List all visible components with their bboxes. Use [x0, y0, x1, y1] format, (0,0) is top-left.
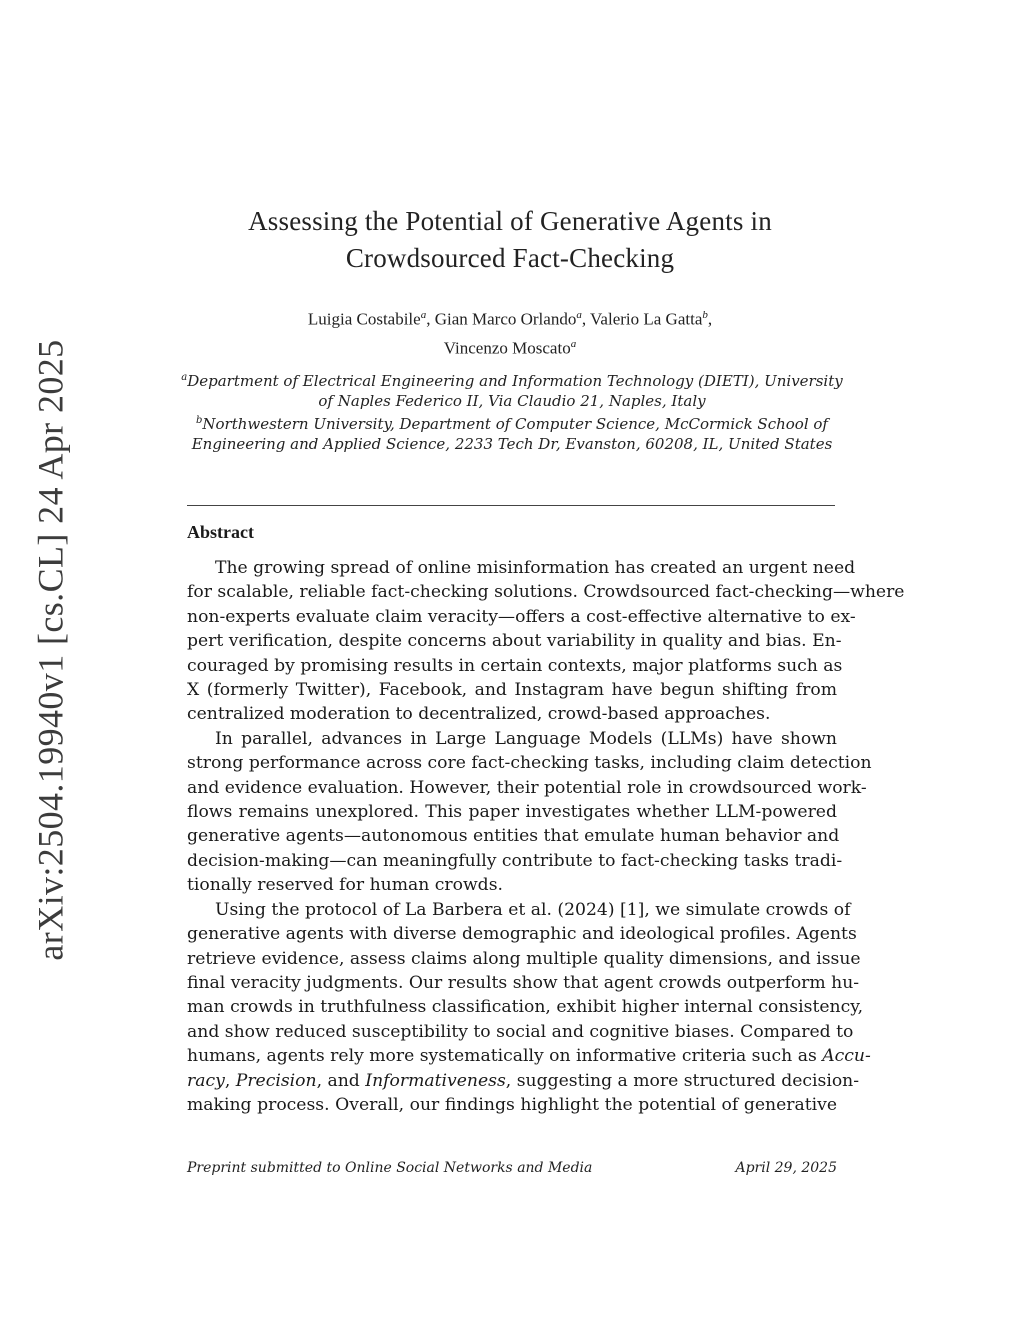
- abstract-line: decision-making—can meaningfully contribute to fact-checking tasks tradi-: [187, 850, 843, 871]
- abstract-line: centralized moderation to decentralized, crowd-based approaches.: [187, 704, 771, 725]
- abstract-line: retrieve evidence, assess claims along multiple quality dimensions, and issue: [187, 948, 861, 969]
- abstract-line: and evidence evaluation. However, their potential role in crowdsourced work-: [187, 777, 867, 798]
- abstract-line: making process. Overall, our findings highlight the potential of generative: [187, 1094, 837, 1115]
- affiliation-b-line-2: Engineering and Applied Science, 2233 Tech Dr, Evanston, 60208, IL, United States: [191, 435, 833, 453]
- author-name: Valerio La Gatta: [590, 309, 703, 329]
- abstract-emphasis: Informativeness: [365, 1070, 506, 1091]
- author-affiliation-mark: a: [570, 337, 577, 350]
- footer-date: April 29, 2025: [735, 1160, 837, 1176]
- abstract-line: man crowds in truthfulness classification, exhibit higher internal consistency,: [187, 997, 864, 1018]
- section-divider: [187, 505, 835, 506]
- abstract-line: generative agents with diverse demographic and ideological profiles. Agents: [187, 924, 857, 945]
- affiliation-text: Department of Electrical Engineering and Information Technology (DIETI), University: [187, 372, 843, 390]
- abstract-heading: Abstract: [187, 522, 254, 542]
- abstract-line: [187, 1044, 871, 1068]
- page-footer: [187, 1160, 837, 1176]
- abstract-line: for scalable, reliable fact-checking solutions. Crowdsourced fact-checking—where: [187, 582, 905, 603]
- abstract-line: and show reduced susceptibility to social and cognitive biases. Compared to: [187, 1021, 854, 1042]
- footer-submission-note: Preprint submitted to Online Social Networks and Media: [187, 1160, 593, 1176]
- abstract-line: generative agents—autonomous entities that emulate human behavior and: [187, 826, 840, 847]
- paper-title: [120, 203, 900, 277]
- arxiv-side-stamp: [28, 339, 74, 961]
- author-affiliation-mark: b: [702, 309, 708, 321]
- abstract-text: , and: [316, 1070, 366, 1091]
- abstract-line: The growing spread of online misinformation has created an urgent need: [215, 558, 856, 578]
- affiliations: [150, 368, 874, 454]
- abstract-text: ,: [224, 1070, 236, 1091]
- affiliation-a-line-1: [150, 368, 874, 391]
- title-line-2: Crowdsourced Fact-Checking: [345, 243, 675, 273]
- abstract-line: In parallel, advances in Large Language Models (LLMs) have shown: [215, 728, 837, 749]
- affiliation-b-line-1: [150, 411, 874, 434]
- title-line-1: Assessing the Potential of Generative Agents in: [248, 206, 772, 236]
- abstract-line: tionally reserved for human crowds.: [187, 875, 503, 896]
- abstract-emphasis: Accu-: [822, 1046, 871, 1067]
- affiliation-mark: b: [196, 415, 203, 426]
- abstract-line: non-experts evaluate claim veracity—offers a cost-effective alternative to ex-: [187, 606, 856, 627]
- affiliation-a-line-2: of Naples Federico II, Via Claudio 21, Naples, Italy: [318, 392, 706, 410]
- author-name: Luigia Costabile: [307, 309, 421, 329]
- abstract-line: strong performance across core fact-checking tasks, including claim detection: [187, 753, 872, 774]
- abstract-line: final veracity judgments. Our results show that agent crowds outperform hu-: [187, 972, 860, 993]
- abstract-emphasis: Precision: [235, 1070, 317, 1091]
- arxiv-identifier: arXiv:2504.19940v1 [cs.CL] 24 Apr 2025: [31, 339, 72, 961]
- author-name: Vincenzo Moscato: [443, 338, 571, 358]
- abstract-line: pert verification, despite concerns about variability in quality and bias. En-: [187, 631, 842, 652]
- abstract-body: [187, 556, 905, 1117]
- abstract-line: couraged by promising results in certain contexts, major platforms such as: [187, 655, 843, 676]
- abstract-text: , suggesting a more structured decision-: [505, 1070, 860, 1091]
- author-name: Gian Marco Orlando: [434, 309, 577, 329]
- abstract-line: X (formerly Twitter), Facebook, and Instagram have begun shifting from: [187, 680, 837, 701]
- affiliation-text: Northwestern University, Department of Computer Science, McCormick School of: [202, 415, 828, 433]
- abstract-line: Using the protocol of La Barbera et al. (2024) [1], we simulate crowds of: [215, 899, 851, 920]
- abstract-text: humans, agents rely more systematically on informative criteria such as: [187, 1046, 817, 1067]
- affiliation-mark: a: [181, 372, 188, 383]
- author-list: Luigia Costabile$^a$, Gian Marco Orlando$^a$, Valerio La Gatta$^b$, Vincenzo Moscato$^a$: [307, 309, 713, 358]
- author-affiliation-mark: a: [576, 309, 582, 321]
- author-affiliation-mark: a: [420, 309, 427, 321]
- abstract-line: [187, 1069, 860, 1093]
- abstract-emphasis: racy: [187, 1070, 225, 1091]
- abstract-line: flows remains unexplored. This paper investigates whether LLM-powered: [187, 802, 837, 823]
